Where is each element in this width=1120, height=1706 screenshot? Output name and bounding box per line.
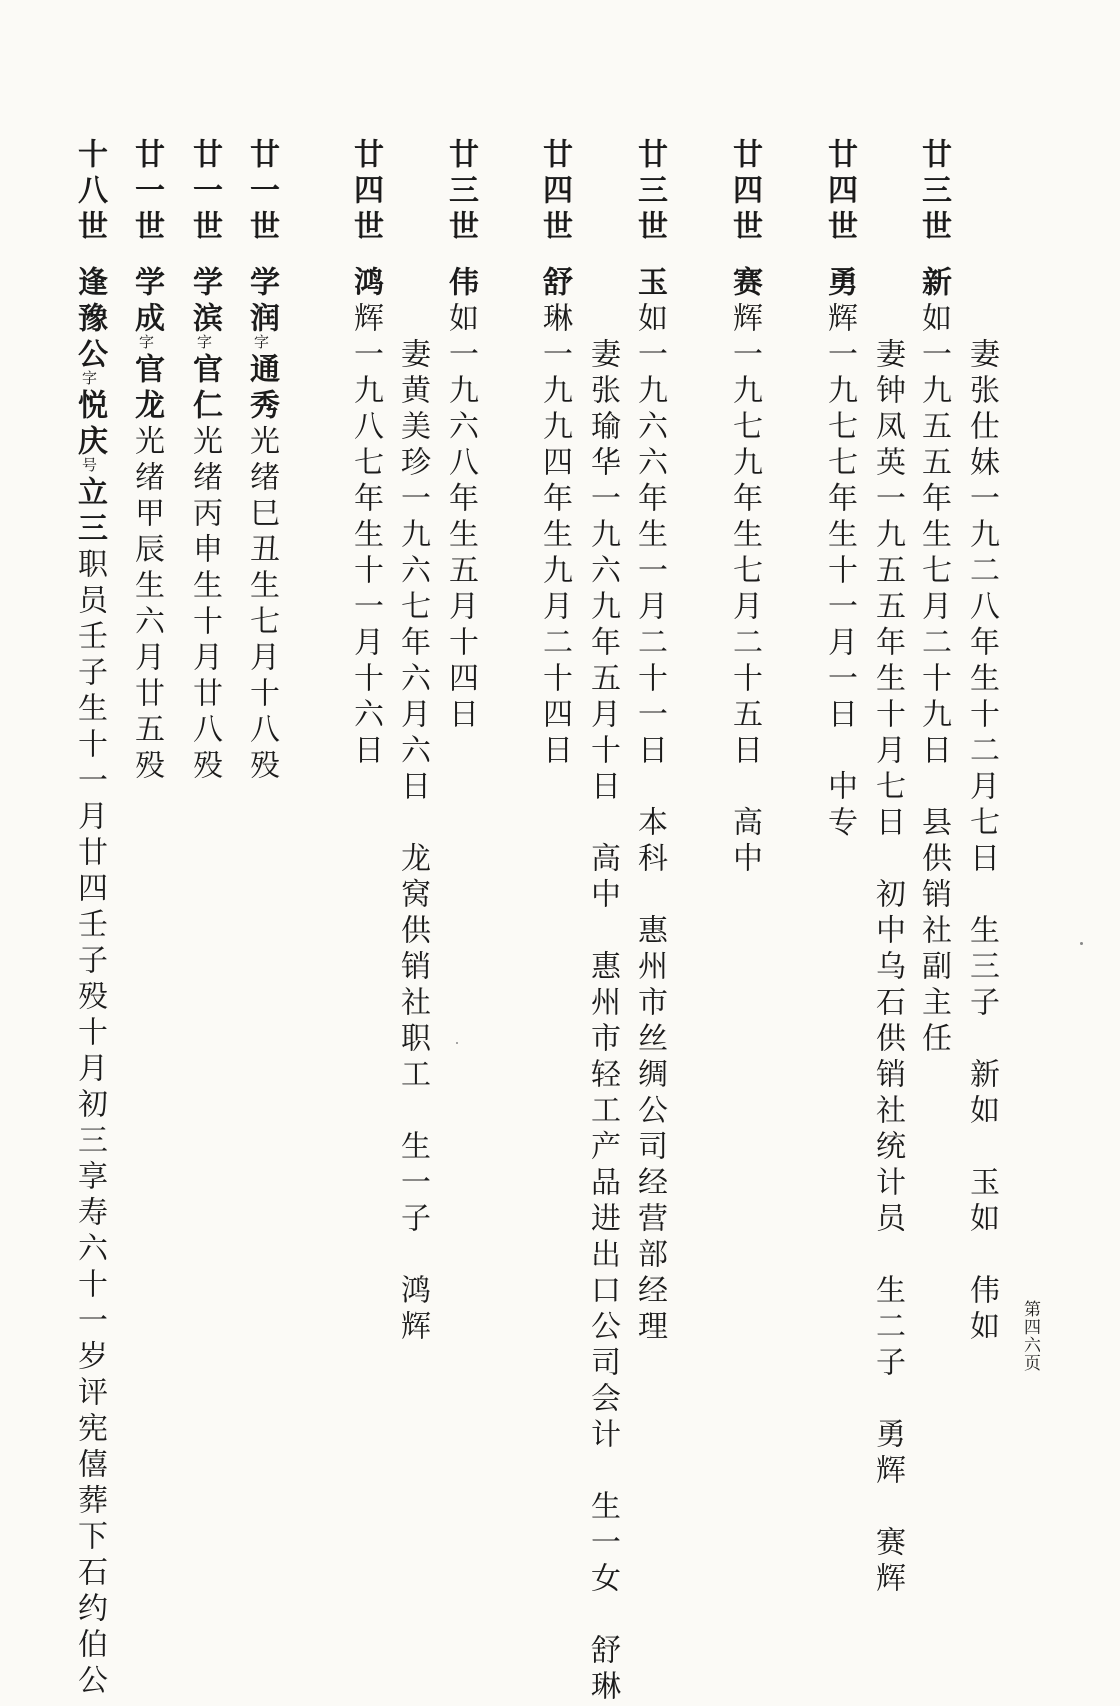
person-name: 玉 bbox=[632, 266, 667, 302]
person-name: 鸿 bbox=[348, 266, 383, 302]
wife-line-huang-meizhen bbox=[395, 338, 430, 1346]
person-name: 伟 bbox=[443, 266, 478, 302]
entry-xuebin bbox=[187, 138, 222, 785]
page-number: 第四六页 bbox=[1020, 1300, 1040, 1372]
entry-honghui bbox=[348, 138, 383, 770]
wife-line-zhong-fengying bbox=[870, 338, 905, 1598]
generation-label: 廿一世 bbox=[129, 138, 164, 246]
zi-marker: 字 bbox=[137, 334, 155, 349]
generation-label: 廿三世 bbox=[632, 138, 667, 246]
entry-xuecheng bbox=[129, 138, 164, 785]
zi-marker: 字 bbox=[252, 334, 270, 349]
generation-label: 廿三世 bbox=[443, 138, 478, 246]
entry-text: 如一九五五年生七月二十九日 县供销社副主任 bbox=[916, 302, 951, 1058]
entry-text: 光绪巳丑生七月十八殁 bbox=[244, 425, 279, 785]
paper-speck bbox=[1080, 942, 1083, 945]
person-name: 学 bbox=[129, 266, 164, 302]
entry-fengyu-gong bbox=[72, 138, 107, 1700]
entry-xinru bbox=[916, 138, 951, 1058]
entry-text: 辉一九八七年生十一月十六日 bbox=[348, 302, 383, 770]
person-name-2: 成 bbox=[129, 302, 164, 338]
entry-shulin bbox=[537, 138, 572, 770]
person-name: 新 bbox=[916, 266, 951, 302]
zi-marker: 字 bbox=[80, 370, 98, 385]
zi-marker: 字 bbox=[195, 334, 213, 349]
courtesy-name: 悦庆 bbox=[72, 389, 107, 461]
person-name-2: 滨 bbox=[187, 302, 222, 338]
courtesy-name: 官龙 bbox=[129, 353, 164, 425]
entry-text: 妻钟凤英一九五五年生十月七日 初中乌石供销社统计员 生二子 勇辉 赛辉 bbox=[870, 338, 905, 1598]
generation-label: 廿一世 bbox=[244, 138, 279, 246]
entry-text: 职员壬子生十一月廿四壬子殁十月初三享寿六十一岁评宪僖葬下石约伯公 bbox=[72, 548, 107, 1700]
generation-label: 廿四世 bbox=[537, 138, 572, 246]
generation-label: 廿一世 bbox=[187, 138, 222, 246]
entry-text: 辉一九七九年生七月二十五日 高中 bbox=[727, 302, 762, 878]
entry-text: 如一九六八年生五月十四日 bbox=[443, 302, 478, 734]
person-name: 赛 bbox=[727, 266, 762, 302]
wife-line-zhang-yuhua bbox=[585, 338, 620, 1706]
art-name: 立三 bbox=[72, 476, 107, 548]
generation-label: 廿三世 bbox=[916, 138, 951, 246]
generation-label: 廿四世 bbox=[348, 138, 383, 246]
person-name: 逢豫公 bbox=[72, 266, 107, 374]
person-name: 学 bbox=[244, 266, 279, 302]
entry-text: 妻张瑜华一九六九年五月十日 高中 惠州市轻工产品进出口公司会计 生一女 舒琳 bbox=[585, 338, 620, 1706]
person-name-2: 润 bbox=[244, 302, 279, 338]
entry-xuerun bbox=[244, 138, 279, 785]
entry-text: 辉一九七七年生十一月一日 中专 bbox=[822, 302, 857, 842]
entry-text: 如一九六六年生一月二十一日 本科 惠州市丝绸公司经营部经理 bbox=[632, 302, 667, 1346]
entry-text: 琳一九九四年生九月二十四日 bbox=[537, 302, 572, 770]
person-name: 学 bbox=[187, 266, 222, 302]
entry-text: 光绪丙申生十月廿八殁 bbox=[187, 425, 222, 785]
paper-speck bbox=[456, 1042, 458, 1044]
person-name: 勇 bbox=[822, 266, 857, 302]
courtesy-name: 通秀 bbox=[244, 353, 279, 425]
courtesy-name: 官仁 bbox=[187, 353, 222, 425]
generation-label: 廿四世 bbox=[822, 138, 857, 246]
entry-weiru bbox=[443, 138, 478, 734]
entry-saihui bbox=[727, 138, 762, 878]
wife-line-zhang-shimei: 妻张仕妹一九二八年生十二月七日 生三子 新如 玉如 伟如 bbox=[964, 338, 999, 1346]
generation-label: 十八世 bbox=[72, 138, 107, 246]
entry-yuru bbox=[632, 138, 667, 1346]
hao-marker: 号 bbox=[80, 457, 98, 472]
entry-text: 光绪甲辰生六月廿五殁 bbox=[129, 425, 164, 785]
person-name: 舒 bbox=[537, 266, 572, 302]
entry-text: 妻黄美珍一九六七年六月六日 龙窝供销社职工 生一子 鸿辉 bbox=[395, 338, 430, 1346]
entry-yonghui bbox=[822, 138, 857, 842]
generation-label: 廿四世 bbox=[727, 138, 762, 246]
